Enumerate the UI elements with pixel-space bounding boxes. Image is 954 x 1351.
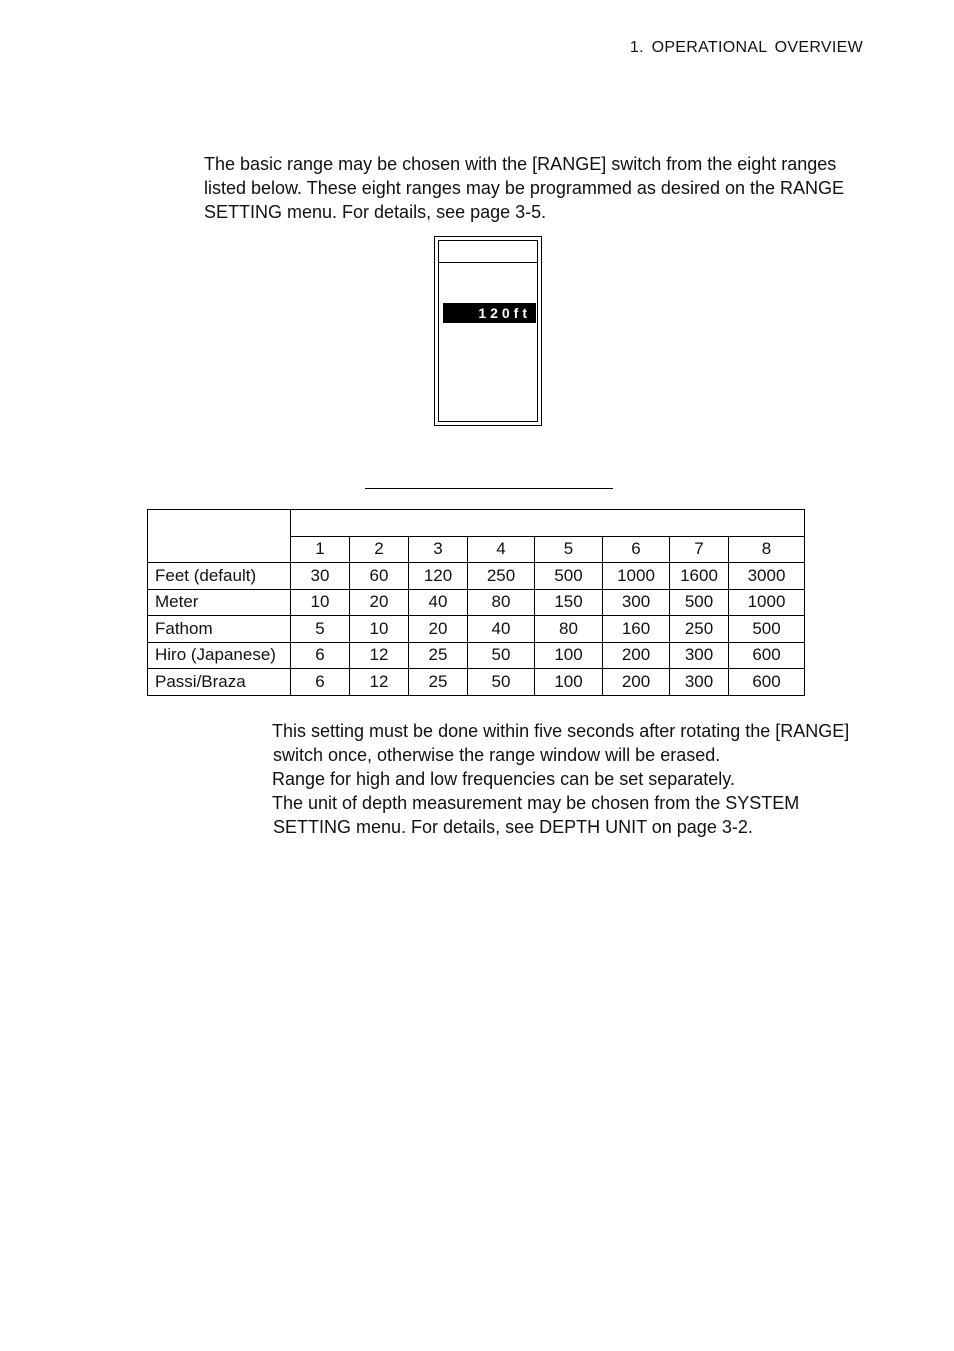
table-cell: 200: [603, 669, 670, 696]
table-cell: 12: [350, 669, 409, 696]
table-row: [148, 589, 805, 616]
column-header: 4: [468, 536, 535, 563]
table-cell: 40: [409, 589, 468, 616]
intro-paragraph: The basic range may be chosen with the [RANGE] switch from the eight ranges listed below. These eight ranges may be programmed as desired on the RANGE SETTING menu. For details, see page 3-5.: [204, 154, 845, 222]
table-cell: 25: [409, 642, 468, 669]
table-cell: 5: [291, 616, 350, 643]
range-window-selected-value: 120ft: [443, 303, 536, 323]
table-header-row: [148, 510, 805, 537]
notes-block: [272, 719, 882, 839]
table-cell: 10: [291, 589, 350, 616]
table-cell: 1600: [670, 563, 729, 590]
table-cell: 500: [729, 616, 805, 643]
note-3-line-2: SETTING menu. For details, see DEPTH UNIT on page 3-2.: [273, 817, 753, 837]
table-row: [148, 616, 805, 643]
column-header: 6: [603, 536, 670, 563]
column-header: 7: [670, 536, 729, 563]
table-corner-cell: [148, 510, 291, 563]
table-cell: 6: [291, 642, 350, 669]
table-cell: 300: [603, 589, 670, 616]
table-cell: 100: [535, 669, 603, 696]
column-header: 3: [409, 536, 468, 563]
table-cell: 500: [670, 589, 729, 616]
note-1-line-1: This setting must be done within five seconds after rotating the [RANGE]: [272, 721, 850, 741]
table-cell: 250: [670, 616, 729, 643]
range-table: [147, 509, 805, 696]
table-cell: 600: [729, 669, 805, 696]
column-header: 1: [291, 536, 350, 563]
note-3-line-1: The unit of depth measurement may be chosen from the SYSTEM: [272, 793, 800, 813]
column-header: 5: [535, 536, 603, 563]
range-window: [434, 236, 542, 426]
table-cell: 20: [409, 616, 468, 643]
table-cell: 250: [468, 563, 535, 590]
table-cell: 3000: [729, 563, 805, 590]
table-cell: 60: [350, 563, 409, 590]
range-window-divider: [439, 262, 537, 263]
table-cell: 300: [670, 642, 729, 669]
table-row: [148, 669, 805, 696]
table-cell: 12: [350, 642, 409, 669]
section-header: 1. OPERATIONAL OVERVIEW: [629, 39, 863, 56]
table-cell: 200: [603, 642, 670, 669]
table-cell: 6: [291, 669, 350, 696]
table-cell: 300: [670, 669, 729, 696]
table-row: [148, 563, 805, 590]
table-cell: 160: [603, 616, 670, 643]
table-group-header: [291, 510, 805, 537]
note-2: Range for high and low frequencies can be set separately.: [272, 769, 735, 789]
row-label: Passi/Braza: [148, 669, 291, 696]
table-cell: 50: [468, 669, 535, 696]
table-caption-underline: [365, 488, 613, 489]
column-header: 8: [729, 536, 805, 563]
table-cell: 150: [535, 589, 603, 616]
table-cell: 600: [729, 642, 805, 669]
column-header: 2: [350, 536, 409, 563]
row-label: Fathom: [148, 616, 291, 643]
table-cell: 120: [409, 563, 468, 590]
table-cell: 10: [350, 616, 409, 643]
table-row: [148, 642, 805, 669]
table-cell: 80: [535, 616, 603, 643]
table-cell: 1000: [729, 589, 805, 616]
table-cell: 80: [468, 589, 535, 616]
table-cell: 25: [409, 669, 468, 696]
table-cell: 30: [291, 563, 350, 590]
range-window-inner: [438, 240, 538, 422]
table-cell: 40: [468, 616, 535, 643]
table-cell: 20: [350, 589, 409, 616]
table-cell: 500: [535, 563, 603, 590]
table-cell: 100: [535, 642, 603, 669]
table-cell: 1000: [603, 563, 670, 590]
table-cell: 50: [468, 642, 535, 669]
row-label: Hiro (Japanese): [148, 642, 291, 669]
note-1-line-2: switch once, otherwise the range window will be erased.: [273, 745, 721, 765]
row-label: Meter: [148, 589, 291, 616]
row-label: Feet (default): [148, 563, 291, 590]
